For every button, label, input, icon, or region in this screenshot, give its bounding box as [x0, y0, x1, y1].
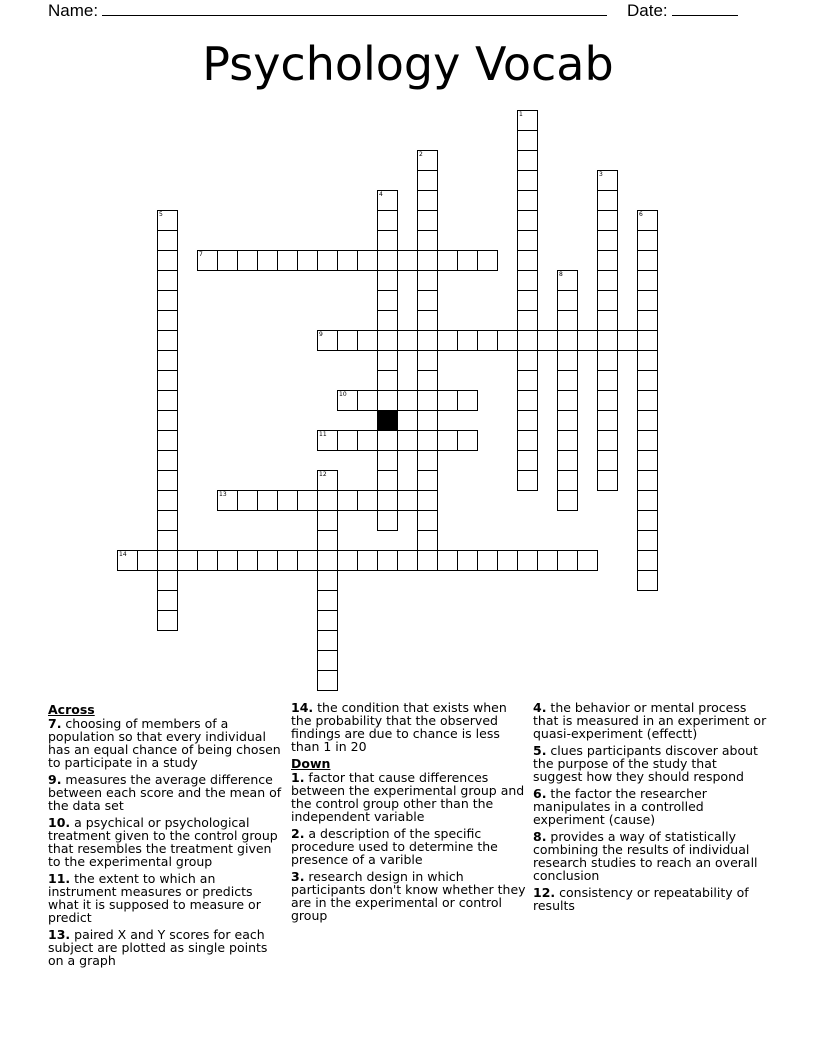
grid-cell[interactable] — [157, 430, 178, 451]
clue-item — [533, 744, 770, 783]
grid-cell[interactable] — [437, 330, 458, 351]
grid-cell[interactable] — [517, 290, 538, 311]
grid-cell[interactable] — [557, 310, 578, 331]
clues-column-3 — [533, 701, 770, 916]
grid-cell[interactable] — [417, 350, 438, 371]
grid-cell[interactable] — [557, 490, 578, 511]
grid-cell[interactable] — [637, 390, 658, 411]
grid-cell[interactable] — [157, 390, 178, 411]
grid-cell[interactable] — [637, 450, 658, 471]
grid-cell[interactable] — [417, 230, 438, 251]
clue-item — [48, 928, 285, 967]
grid-cell[interactable] — [557, 390, 578, 411]
across-heading: Across — [48, 702, 95, 717]
grid-cell[interactable] — [637, 370, 658, 391]
clue-item — [48, 816, 285, 868]
grid-cell[interactable] — [377, 290, 398, 311]
grid-cell[interactable] — [557, 290, 578, 311]
grid-cell[interactable] — [637, 330, 658, 351]
grid-cell[interactable] — [577, 330, 598, 351]
date-line[interactable] — [672, 0, 738, 16]
clue-item — [533, 886, 770, 912]
clue-number: 9 — [319, 331, 323, 338]
clue-number: 5 — [159, 211, 163, 218]
grid-cell[interactable] — [477, 550, 498, 571]
grid-cell[interactable] — [317, 590, 338, 611]
grid-cell[interactable] — [517, 410, 538, 431]
grid-cell[interactable] — [157, 610, 178, 631]
grid-cell[interactable] — [337, 490, 358, 511]
grid-cell[interactable] — [157, 530, 178, 551]
grid-cell[interactable] — [637, 430, 658, 451]
grid-cell[interactable] — [577, 550, 598, 571]
clues-column-2 — [291, 701, 528, 926]
clue-text: the factor the researcher manipulates in a controlled experiment (cause) — [533, 786, 707, 827]
grid-cell[interactable] — [417, 330, 438, 351]
grid-cell[interactable] — [337, 430, 358, 451]
clue-number: 3. — [291, 869, 305, 884]
grid-cell[interactable] — [397, 390, 418, 411]
grid-cell[interactable] — [437, 390, 458, 411]
grid-cell[interactable] — [157, 290, 178, 311]
clue-item — [48, 717, 285, 769]
grid-cell[interactable] — [557, 410, 578, 431]
clue-item — [533, 830, 770, 882]
grid-cell[interactable] — [297, 490, 318, 511]
grid-cell[interactable] — [377, 230, 398, 251]
grid-cell[interactable] — [537, 330, 558, 351]
clue-number: 12. — [533, 885, 556, 900]
grid-cell[interactable] — [517, 270, 538, 291]
grid-cell[interactable] — [417, 430, 438, 451]
grid-cell[interactable] — [597, 430, 618, 451]
grid-cell[interactable] — [397, 490, 418, 511]
grid-cell[interactable] — [397, 430, 418, 451]
name-label: Name: — [48, 1, 99, 20]
clue-text: a psychical or psychological treatment given to the control group that resembles the treatment given to the experimental group — [48, 815, 278, 869]
grid-cell[interactable] — [517, 190, 538, 211]
clue-text: choosing of members of a population so that every individual has an equal chance of being chosen to participate in a study — [48, 716, 281, 770]
name-field — [48, 0, 607, 21]
grid-cell[interactable] — [597, 250, 618, 271]
grid-cell[interactable] — [197, 250, 218, 271]
grid-cell[interactable] — [637, 490, 658, 511]
grid-cell[interactable] — [557, 370, 578, 391]
grid-cell[interactable] — [377, 210, 398, 231]
grid-cell[interactable] — [377, 550, 398, 571]
clue-number: 11. — [48, 871, 71, 886]
grid-cell[interactable] — [157, 490, 178, 511]
grid-cell[interactable] — [377, 250, 398, 271]
grid-cell[interactable] — [277, 490, 298, 511]
grid-cell[interactable] — [397, 250, 418, 271]
grid-cell[interactable] — [237, 490, 258, 511]
grid-cell[interactable] — [377, 310, 398, 331]
grid-cell[interactable] — [317, 470, 338, 491]
grid-cell[interactable] — [417, 470, 438, 491]
grid-cell[interactable] — [377, 350, 398, 371]
grid-cell[interactable] — [337, 390, 358, 411]
grid-cell[interactable] — [217, 550, 238, 571]
grid-cell[interactable] — [557, 450, 578, 471]
grid-cell[interactable] — [557, 270, 578, 291]
grid-cell[interactable] — [237, 550, 258, 571]
grid-cell[interactable] — [377, 450, 398, 471]
clue-number: 3 — [599, 171, 603, 178]
grid-cell[interactable] — [357, 430, 378, 451]
clue-number: 2. — [291, 826, 305, 841]
grid-cell[interactable] — [117, 550, 138, 571]
grid-cell[interactable] — [517, 250, 538, 271]
grid-cell[interactable] — [157, 570, 178, 591]
grid-cell[interactable] — [157, 310, 178, 331]
clue-text: paired X and Y scores for each subject are plotted as single points on a graph — [48, 927, 268, 968]
grid-cell[interactable] — [637, 550, 658, 571]
clue-number: 5. — [533, 743, 547, 758]
page-title: Psychology Vocab — [202, 37, 614, 91]
clue-item — [291, 701, 528, 753]
clue-item — [291, 771, 528, 823]
grid-cell[interactable] — [557, 470, 578, 491]
grid-cell[interactable] — [297, 250, 318, 271]
grid-cell[interactable] — [417, 210, 438, 231]
grid-cell[interactable] — [557, 550, 578, 571]
grid-cell[interactable] — [417, 530, 438, 551]
clue-text: consistency or repeatability of results — [533, 885, 749, 913]
grid-cell[interactable] — [257, 550, 278, 571]
grid-cell[interactable] — [357, 490, 378, 511]
grid-cell[interactable] — [317, 530, 338, 551]
grid-cell[interactable] — [357, 330, 378, 351]
clue-item — [48, 872, 285, 924]
clue-text: factor that cause differences between the experimental group and the control group other than the independent variable — [291, 770, 525, 824]
grid-cell[interactable] — [157, 370, 178, 391]
grid-cell[interactable] — [317, 510, 338, 531]
clue-number: 7 — [199, 251, 203, 258]
grid-cell[interactable] — [377, 510, 398, 531]
grid-cell[interactable] — [457, 390, 478, 411]
grid-cell[interactable] — [637, 570, 658, 591]
clue-number: 10. — [48, 815, 71, 830]
clue-number: 14 — [119, 551, 127, 558]
grid-cell[interactable] — [277, 550, 298, 571]
grid-cell[interactable] — [457, 250, 478, 271]
clue-number: 13 — [219, 491, 227, 498]
clue-item — [291, 827, 528, 866]
grid-cell[interactable] — [377, 370, 398, 391]
grid-cell[interactable] — [377, 390, 398, 411]
grid-cell[interactable] — [317, 430, 338, 451]
grid-cell[interactable] — [337, 250, 358, 271]
grid-cell[interactable] — [417, 310, 438, 331]
grid-cell[interactable] — [597, 450, 618, 471]
grid-cell[interactable] — [637, 530, 658, 551]
grid-cell[interactable] — [317, 670, 338, 691]
grid-cell[interactable] — [597, 230, 618, 251]
clue-text: provides a way of statistically combining the results of individual research studies to reach an overall conclusion — [533, 829, 758, 883]
grid-cell[interactable] — [517, 470, 538, 491]
grid-cell[interactable] — [417, 150, 438, 171]
grid-cell[interactable] — [257, 250, 278, 271]
grid-cell[interactable] — [637, 270, 658, 291]
grid-cell[interactable] — [157, 590, 178, 611]
grid-cell[interactable] — [597, 310, 618, 331]
grid-cell[interactable] — [157, 550, 178, 571]
grid-cell[interactable] — [277, 250, 298, 271]
grid-cell[interactable] — [417, 550, 438, 571]
grid-cell[interactable] — [217, 250, 238, 271]
grid-cell[interactable] — [157, 270, 178, 291]
grid-cell[interactable] — [637, 250, 658, 271]
grid-cell[interactable] — [257, 490, 278, 511]
grid-cell[interactable] — [377, 190, 398, 211]
grid-cell[interactable] — [597, 330, 618, 351]
grid-cell[interactable] — [517, 150, 538, 171]
grid-cell[interactable] — [357, 390, 378, 411]
grid-cell[interactable] — [377, 270, 398, 291]
grid-cell[interactable] — [157, 210, 178, 231]
grid-cell[interactable] — [517, 310, 538, 331]
grid-cell[interactable] — [457, 330, 478, 351]
grid-cell[interactable] — [357, 250, 378, 271]
grid-cell[interactable] — [597, 270, 618, 291]
clue-number: 14. — [291, 700, 314, 715]
grid-cell[interactable] — [377, 470, 398, 491]
grid-cell[interactable] — [157, 410, 178, 431]
grid-cell[interactable] — [637, 510, 658, 531]
grid-cell[interactable] — [637, 310, 658, 331]
clue-text: clues participants discover about the purpose of the study that suggest how they should respond — [533, 743, 758, 784]
date-label: Date: — [627, 1, 668, 20]
grid-cell[interactable] — [317, 610, 338, 631]
grid-cell[interactable] — [377, 490, 398, 511]
grid-cell[interactable] — [457, 550, 478, 571]
grid-cell[interactable] — [517, 210, 538, 231]
clue-text: a description of the specific procedure used to determine the presence of a varible — [291, 826, 498, 867]
grid-cell[interactable] — [597, 290, 618, 311]
grid-cell[interactable] — [157, 470, 178, 491]
grid-cell[interactable] — [417, 510, 438, 531]
clue-number: 1. — [291, 770, 305, 785]
grid-cell[interactable] — [557, 350, 578, 371]
grid-cell[interactable] — [517, 350, 538, 371]
grid-cell[interactable] — [437, 250, 458, 271]
clue-text: measures the average difference between each score and the mean of the data set — [48, 772, 282, 813]
grid-cell[interactable] — [477, 330, 498, 351]
grid-cell[interactable] — [157, 450, 178, 471]
grid-cell[interactable] — [397, 330, 418, 351]
grid-cell[interactable] — [317, 490, 338, 511]
clue-text: research design in which participants don't know whether they are in the experimental or control group — [291, 869, 526, 923]
clue-number: 4. — [533, 700, 547, 715]
grid-cell[interactable] — [417, 370, 438, 391]
grid-cell[interactable] — [317, 570, 338, 591]
clue-text: the behavior or mental process that is measured in an experiment or quasi-experiment (effectt) — [533, 700, 767, 741]
clue-number: 13. — [48, 927, 71, 942]
grid-cell[interactable] — [157, 350, 178, 371]
name-line[interactable] — [102, 0, 607, 16]
clue-number: 10 — [339, 391, 347, 398]
grid-cell[interactable] — [517, 130, 538, 151]
grid-cell[interactable] — [637, 470, 658, 491]
clue-number: 2 — [419, 151, 423, 158]
grid-cell[interactable] — [317, 330, 338, 351]
grid-cell[interactable] — [517, 330, 538, 351]
grid-cell[interactable] — [417, 270, 438, 291]
grid-cell[interactable] — [397, 550, 418, 571]
grid-cell[interactable] — [437, 430, 458, 451]
grid-cell[interactable] — [517, 390, 538, 411]
grid-cell[interactable] — [417, 190, 438, 211]
grid-cell[interactable] — [417, 450, 438, 471]
grid-cell[interactable] — [157, 230, 178, 251]
clue-text: the extent to which an instrument measures or predicts what it is supposed to measure or predict — [48, 871, 261, 925]
grid-cell[interactable] — [197, 550, 218, 571]
grid-cell[interactable] — [617, 330, 638, 351]
grid-cell[interactable] — [597, 210, 618, 231]
grid-cell[interactable] — [477, 250, 498, 271]
grid-cell[interactable] — [597, 170, 618, 191]
grid-cell[interactable] — [517, 450, 538, 471]
grid-cell[interactable] — [517, 370, 538, 391]
grid-cell[interactable] — [377, 330, 398, 351]
grid-cell[interactable] — [497, 550, 518, 571]
grid-block — [377, 410, 398, 431]
grid-cell[interactable] — [297, 550, 318, 571]
clue-number: 12 — [319, 471, 327, 478]
grid-cell[interactable] — [417, 250, 438, 271]
grid-cell[interactable] — [317, 630, 338, 651]
clue-number: 7. — [48, 716, 62, 731]
grid-cell[interactable] — [417, 390, 438, 411]
clue-item — [533, 701, 770, 740]
grid-cell[interactable] — [357, 550, 378, 571]
grid-cell[interactable] — [417, 290, 438, 311]
grid-cell[interactable] — [597, 470, 618, 491]
grid-cell[interactable] — [557, 330, 578, 351]
grid-cell[interactable] — [157, 330, 178, 351]
grid-cell[interactable] — [517, 170, 538, 191]
date-field — [627, 0, 738, 21]
grid-cell[interactable] — [637, 410, 658, 431]
clue-item — [291, 870, 528, 922]
clues-column-1 — [48, 701, 285, 971]
grid-cell[interactable] — [337, 330, 358, 351]
grid-cell[interactable] — [597, 190, 618, 211]
grid-cell[interactable] — [417, 410, 438, 431]
grid-cell[interactable] — [237, 250, 258, 271]
clue-number: 9. — [48, 772, 62, 787]
grid-cell[interactable] — [597, 370, 618, 391]
grid-cell[interactable] — [517, 430, 538, 451]
clue-text: the condition that exists when the probability that the observed findings are due to chance is less than 1 in 20 — [291, 700, 507, 754]
grid-cell[interactable] — [457, 430, 478, 451]
grid-cell[interactable] — [597, 390, 618, 411]
clue-number: 8. — [533, 829, 547, 844]
grid-cell[interactable] — [497, 330, 518, 351]
grid-cell[interactable] — [517, 230, 538, 251]
grid-cell[interactable] — [157, 510, 178, 531]
grid-cell[interactable] — [317, 550, 338, 571]
grid-cell[interactable] — [137, 550, 158, 571]
clue-number: 1 — [519, 111, 523, 118]
clue-number: 6. — [533, 786, 547, 801]
grid-cell[interactable] — [517, 110, 538, 131]
grid-cell[interactable] — [217, 490, 238, 511]
grid-cell[interactable] — [637, 230, 658, 251]
grid-cell[interactable] — [417, 490, 438, 511]
grid-cell[interactable] — [597, 410, 618, 431]
clue-number: 6 — [639, 211, 643, 218]
grid-cell[interactable] — [537, 550, 558, 571]
clue-item — [48, 773, 285, 812]
clue-number: 11 — [319, 431, 327, 438]
grid-cell[interactable] — [317, 650, 338, 671]
grid-cell[interactable] — [417, 170, 438, 191]
grid-cell[interactable] — [597, 350, 618, 371]
grid-cell[interactable] — [517, 550, 538, 571]
clue-number: 4 — [379, 191, 383, 198]
grid-cell[interactable] — [317, 250, 338, 271]
grid-cell[interactable] — [437, 550, 458, 571]
grid-cell[interactable] — [557, 430, 578, 451]
clue-number: 8 — [559, 271, 563, 278]
grid-cell[interactable] — [637, 210, 658, 231]
grid-cell[interactable] — [337, 550, 358, 571]
grid-cell[interactable] — [177, 550, 198, 571]
grid-cell[interactable] — [377, 430, 398, 451]
down-heading: Down — [291, 756, 331, 771]
grid-cell[interactable] — [157, 250, 178, 271]
grid-cell[interactable] — [637, 350, 658, 371]
grid-cell[interactable] — [637, 290, 658, 311]
clue-item — [533, 787, 770, 826]
